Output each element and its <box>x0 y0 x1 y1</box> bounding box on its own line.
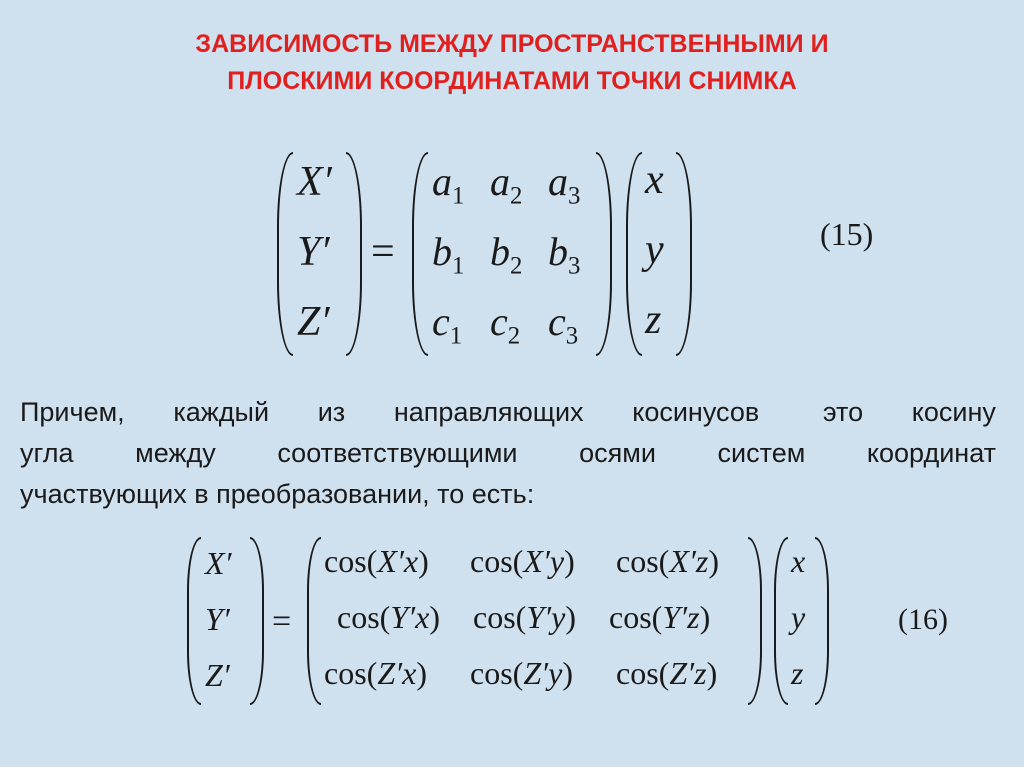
vector-z: z <box>791 655 804 691</box>
lhs-Z: Z′ <box>297 299 330 345</box>
word: это <box>822 397 864 427</box>
lhs-Z: Z′ <box>205 657 230 693</box>
vector-x: x <box>645 157 664 203</box>
lhs-X: X′ <box>297 159 332 205</box>
word: Причем, <box>20 397 125 427</box>
vector-y: y <box>791 599 806 635</box>
word: координат <box>866 438 996 468</box>
word: направляющих <box>393 397 584 427</box>
matrix-cell: cos(Z′z) <box>616 655 718 691</box>
lhs-left-paren <box>277 152 293 356</box>
matrix-cell: $c_2$ <box>490 299 521 350</box>
equation-15 <box>0 152 1024 357</box>
paragraph-line-2 <box>20 433 996 474</box>
word: косину <box>911 397 996 427</box>
vector-left-paren <box>774 537 788 705</box>
matrix-right-paren <box>596 152 612 356</box>
title-line-1: ЗАВИСИМОСТЬ МЕЖДУ ПРОСТРАНСТВЕННЫМИ И <box>195 30 829 58</box>
matrix-cell: cos(X′x) <box>324 543 429 579</box>
word: соответствующими <box>277 438 518 468</box>
word: косинусов <box>632 397 775 427</box>
vector-right-paren <box>676 152 692 356</box>
lhs-left-paren <box>187 537 201 705</box>
matrix-cell: $a_1$ <box>432 159 465 210</box>
matrix-right-paren <box>748 537 762 705</box>
matrix-cell: cos(Y′z) <box>609 599 711 635</box>
matrix-cell: $a_2$ <box>490 159 523 210</box>
lhs-right-paren <box>250 537 264 705</box>
vector-x: x <box>791 543 806 579</box>
paragraph-line-1 <box>20 392 996 433</box>
equation-16 <box>0 537 1024 707</box>
matrix-cell: $b_3$ <box>548 229 581 280</box>
matrix-cell: cos(X′y) <box>470 543 575 579</box>
matrix-cell: $b_2$ <box>490 229 523 280</box>
vector-right-paren <box>815 537 829 705</box>
lhs-right-paren <box>346 152 362 356</box>
word: из <box>317 397 346 427</box>
lhs-X: X′ <box>205 545 232 581</box>
equation-number-16: (16) <box>898 603 948 636</box>
matrix-cell: cos(Z′y) <box>470 655 573 691</box>
lhs-Y: Y′ <box>297 229 330 275</box>
word: систем <box>717 438 806 468</box>
matrix-cell: $c_3$ <box>548 299 579 350</box>
vector-y: y <box>645 227 664 273</box>
matrix-cell: $c_1$ <box>432 299 463 350</box>
word: угла <box>20 438 74 468</box>
matrix-cell: cos(Y′y) <box>473 599 576 635</box>
equation-number-15: (15) <box>820 216 874 252</box>
matrix-cell: cos(Z′x) <box>324 655 427 691</box>
word: каждый <box>173 397 270 427</box>
matrix-cell: $b_1$ <box>432 229 465 280</box>
word: между <box>135 438 216 468</box>
explanation-paragraph <box>20 392 996 515</box>
vector-left-paren <box>626 152 642 356</box>
equals-sign: = <box>371 229 395 275</box>
title-line-2: ПЛОСКИМИ КООРДИНАТАМИ ТОЧКИ СНИМКА <box>227 67 797 95</box>
vector-z: z <box>645 297 662 343</box>
paragraph-line-3: участвующих в преобразовании, то есть: <box>20 479 535 509</box>
matrix-cell: cos(X′z) <box>616 543 719 579</box>
lhs-Y: Y′ <box>205 601 230 637</box>
matrix-left-paren <box>307 537 321 705</box>
matrix-left-paren <box>412 152 428 356</box>
matrix-cell: cos(Y′x) <box>337 599 440 635</box>
word: осями <box>579 438 656 468</box>
equals-sign: = <box>272 603 292 640</box>
matrix-cell: $a_3$ <box>548 159 581 210</box>
slide-title <box>0 26 1024 100</box>
